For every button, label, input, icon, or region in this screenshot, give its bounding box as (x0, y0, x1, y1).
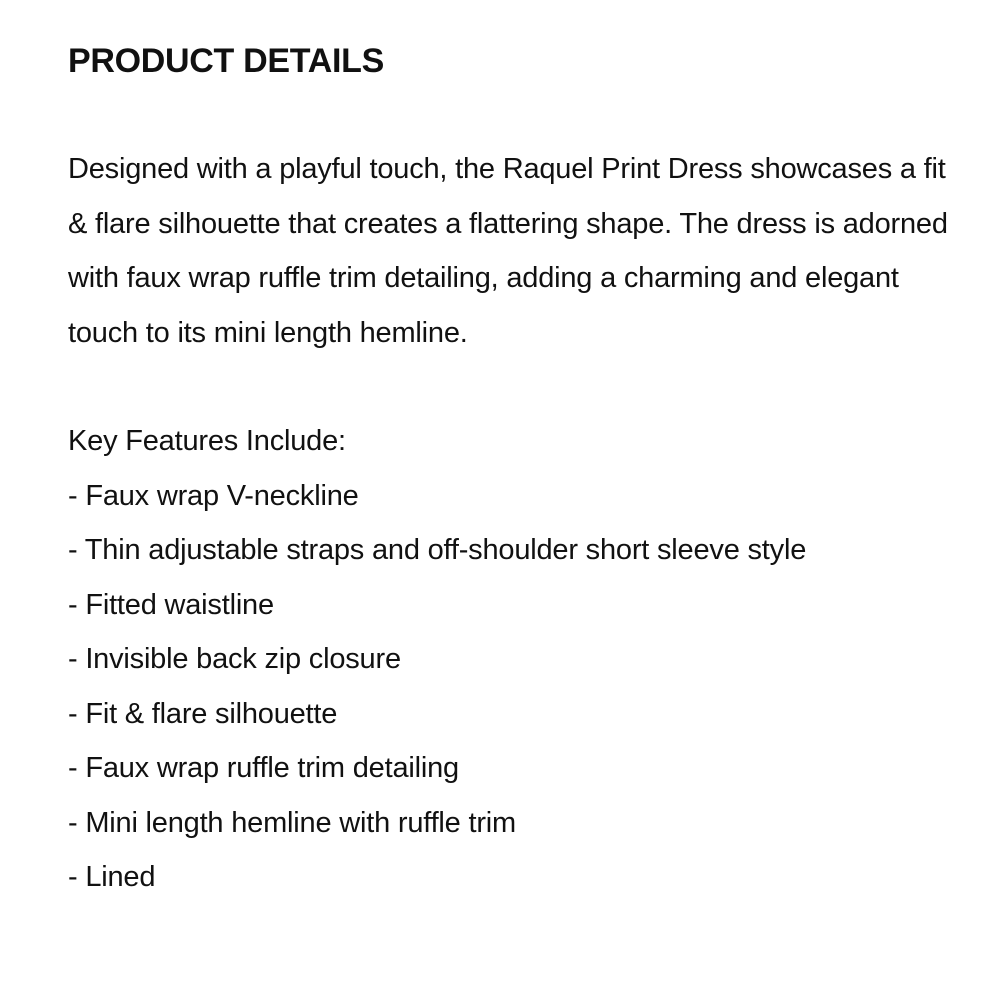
feature-item: - Invisible back zip closure (68, 643, 401, 675)
feature-item: - Fitted waistline (68, 588, 274, 621)
section-title: PRODUCT DETAILS (68, 42, 384, 80)
product-description: Designed with a playful touch, the Raquel Print Dress showcases a fit & flare silhouette that creates a flattering shape. The dress is adorned with faux wrap ruffle trim detailing, adding a charming and elegant touch to its mini length hemline. (68, 153, 948, 349)
feature-item: - Mini length hemline with ruffle trim (68, 806, 516, 839)
feature-item: - Faux wrap ruffle trim detailing (68, 752, 459, 784)
key-features (68, 414, 988, 905)
features-heading: Key Features Include: (68, 425, 346, 457)
feature-item: - Thin adjustable straps and off-shoulder short sleeve style (68, 534, 807, 566)
product-details-section (68, 36, 988, 905)
feature-item: - Fit & flare silhouette (68, 697, 338, 730)
feature-item: - Lined (68, 861, 156, 893)
features-list (68, 469, 988, 905)
feature-item: - Faux wrap V-neckline (68, 479, 359, 512)
